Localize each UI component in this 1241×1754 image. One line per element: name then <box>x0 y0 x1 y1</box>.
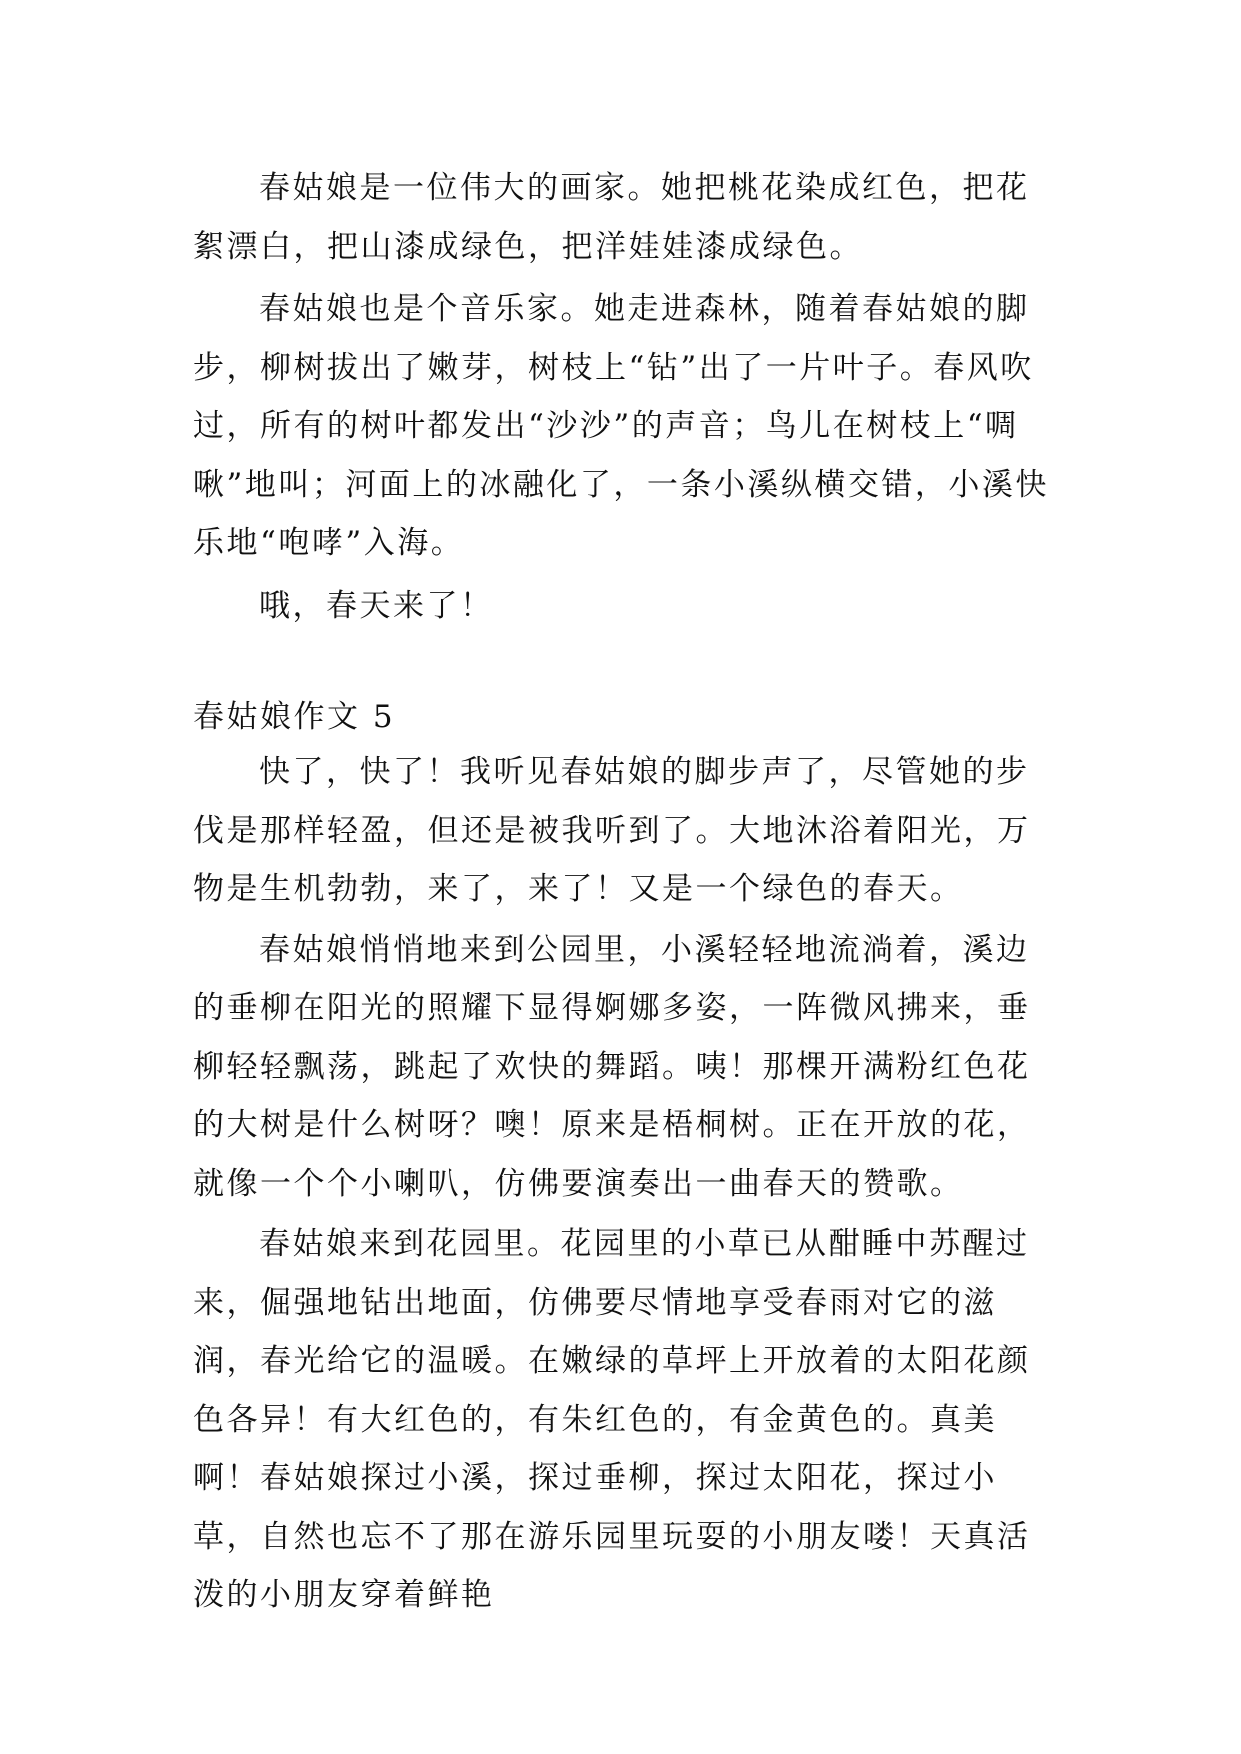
paragraph-musician: 春姑娘也是个音乐家。她走进森林，随着春姑娘的脚步，柳树拔出了嫩芽，树枝上“钻”出了一片叶子。春风吹过，所有的树叶都发出“沙沙”的声音；鸟儿在树枝上“啁啾”地叫；河面上的冰融化了，一条小溪纵横交错，小溪快乐地“咆哮”入海。 <box>193 291 1049 561</box>
paragraph-footsteps: 快了，快了！我听见春姑娘的脚步声了，尽管她的步伐是那样轻盈，但还是被我听到了。大地沐浴着阳光，万物是生机勃勃，来了，来了！又是一个绿色的春天。 <box>193 754 1031 907</box>
paragraph-garden: 春姑娘来到花园里。花园里的小草已从酣睡中苏醒过来，倔强地钻出地面，仿佛要尽情地享受春雨对它的滋润，春光给它的温暖。在嫩绿的草坪上开放着的太阳花颜色各异！有大红色的，有朱红色的，有金黄色的。真美啊！春姑娘探过小溪，探过垂柳，探过太阳花，探过小草，自然也忘不了那在游乐园里玩耍的小朋友喽！天真活泼的小朋友穿着鲜艳 <box>193 1226 1031 1613</box>
essay-section-continued <box>193 159 1053 635</box>
essay-title: 春姑娘作文 5 <box>193 699 396 735</box>
paragraph-park: 春姑娘悄悄地来到公园里，小溪轻轻地流淌着，溪边的垂柳在阳光的照耀下显得婀娜多姿，一阵微风拂来，垂柳轻轻飘荡，跳起了欢快的舞蹈。咦！那棵开满粉红色花的大树是什么树呀？噢！原来是梧桐树。正在开放的花，就像一个个小喇叭，仿佛要演奏出一曲春天的赞歌。 <box>193 931 1031 1202</box>
essay-section-5 <box>193 743 1053 1625</box>
paragraph-painter: 春姑娘是一位伟大的画家。她把桃花染成红色，把花絮漂白，把山漆成绿色，把洋娃娃漆成绿色。 <box>193 170 1030 265</box>
paragraph-spring-arrives: 哦，春天来了！ <box>259 587 494 624</box>
